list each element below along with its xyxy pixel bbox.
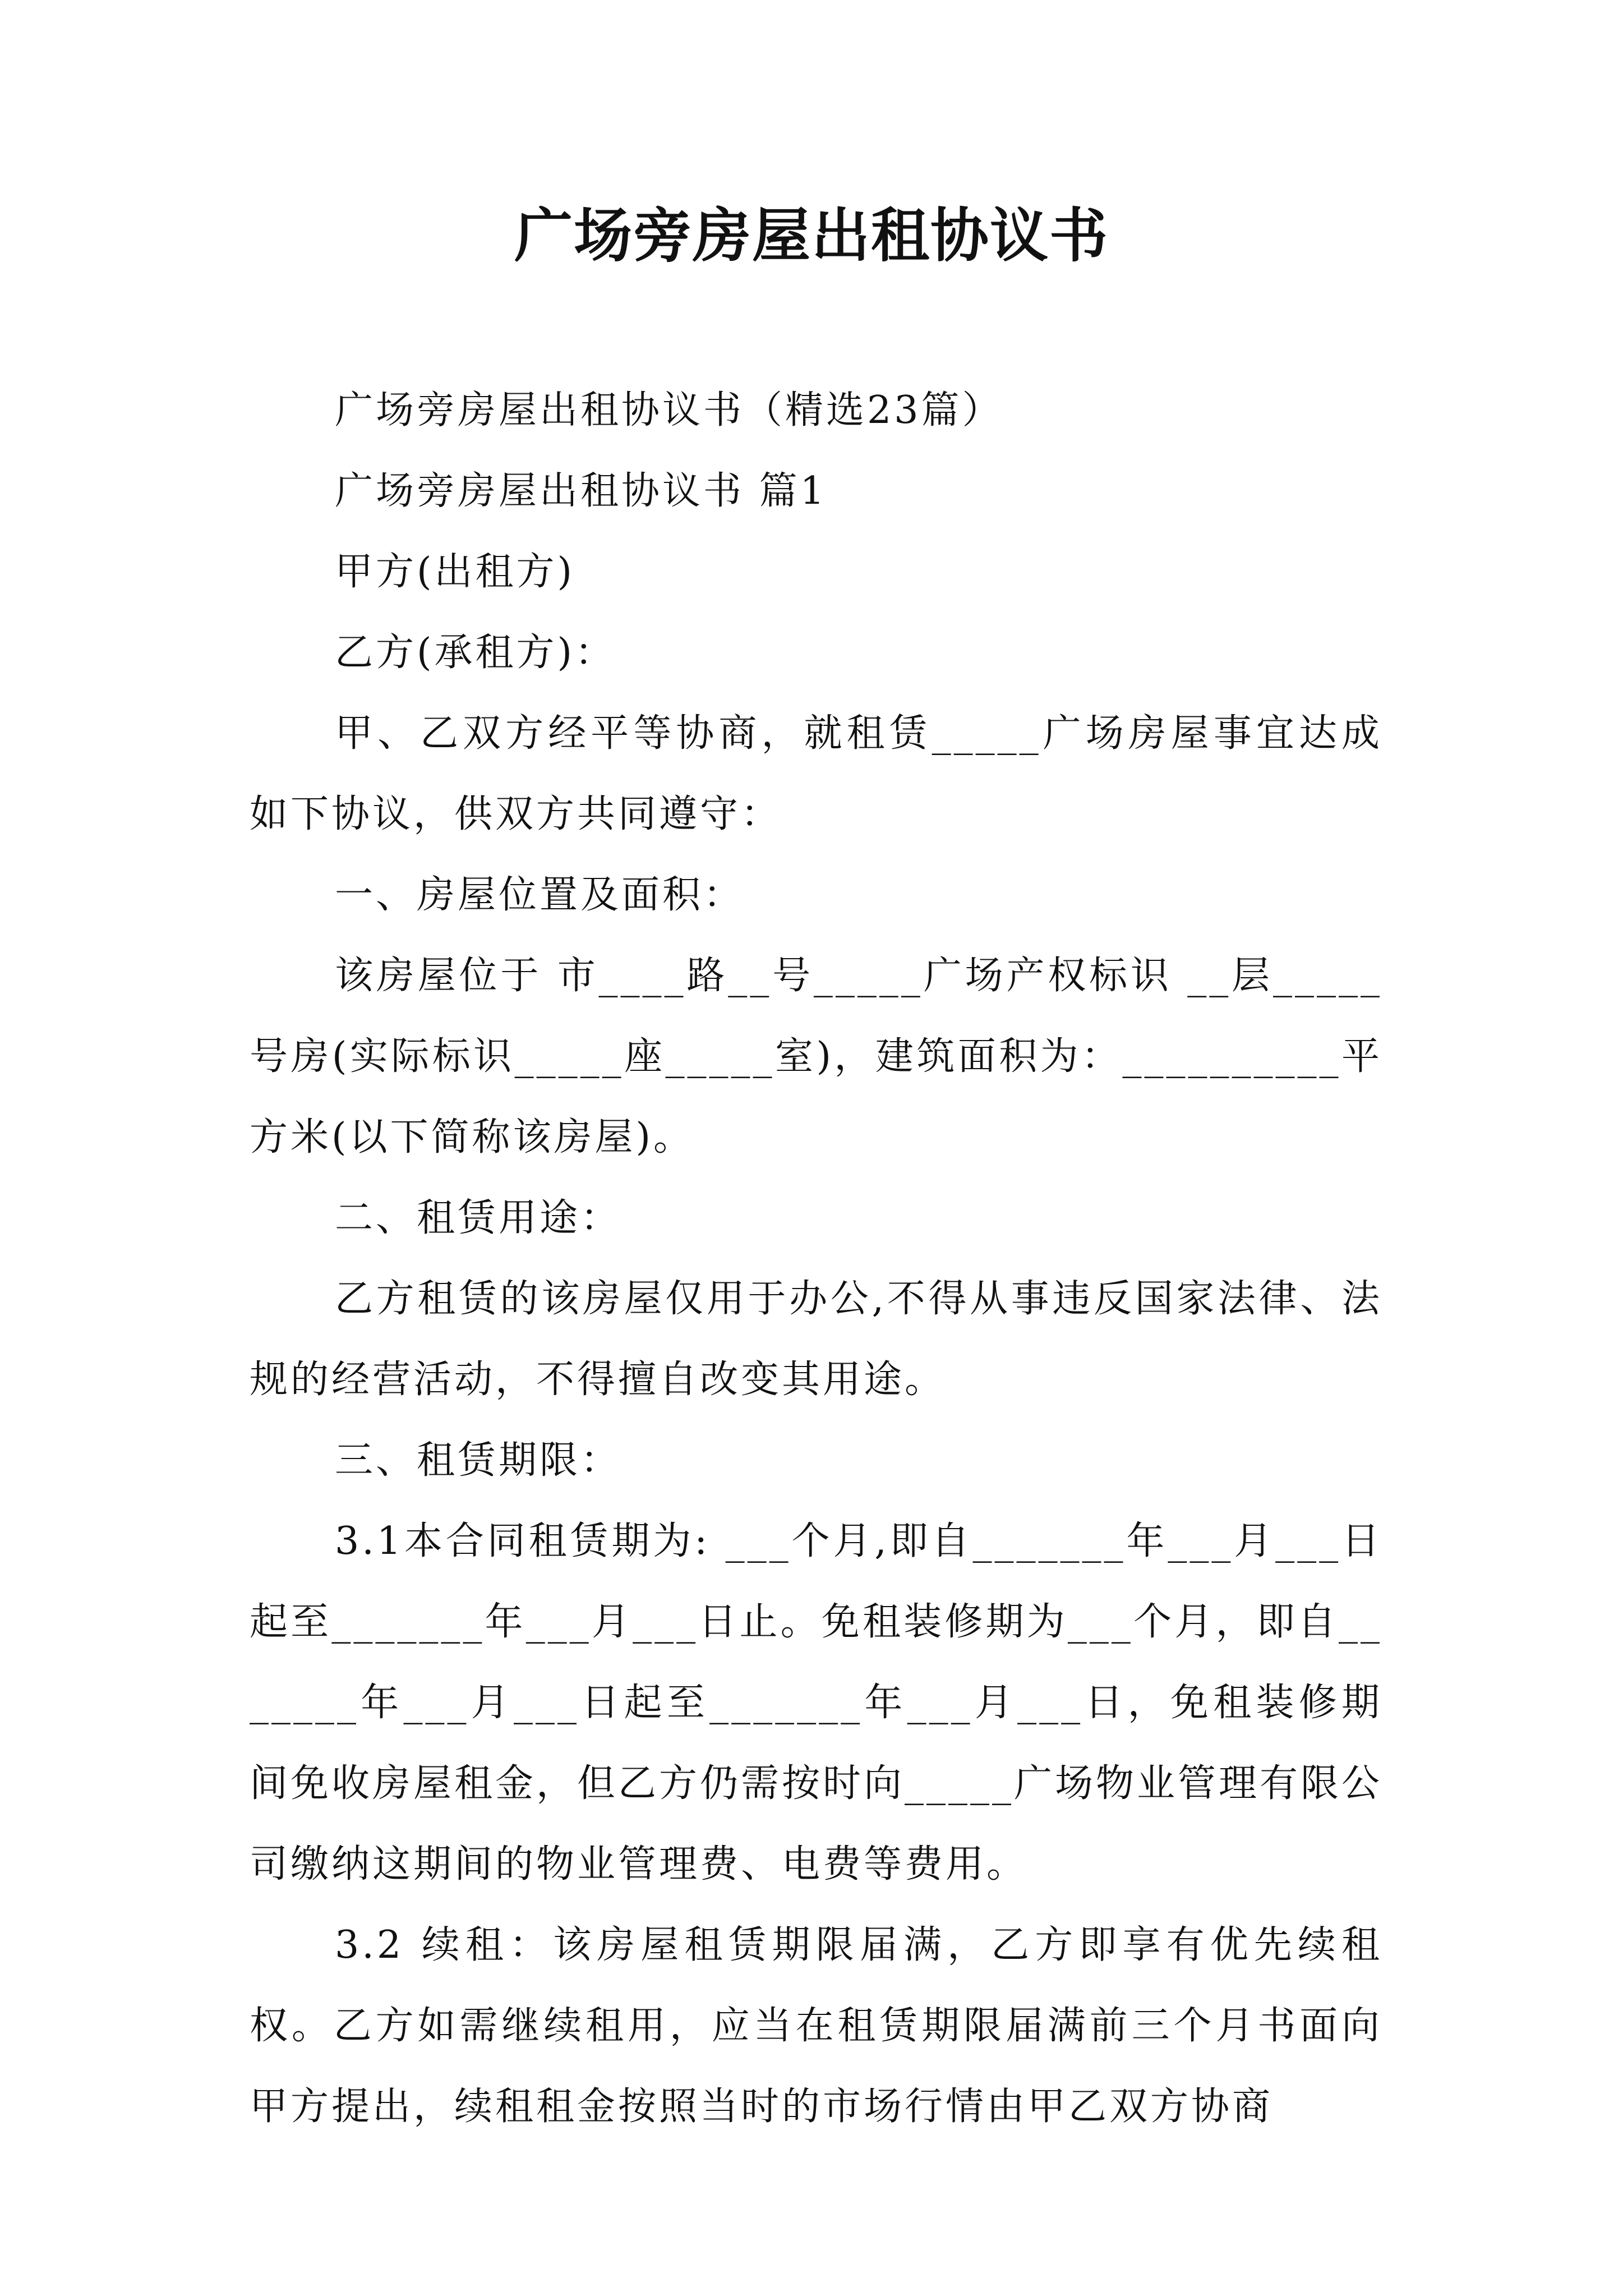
agreement-intro-paragraph: 甲、乙双方经平等协商，就租赁_____广场房屋事宜达成如下协议，供双方共同遵守：	[250, 711, 1382, 836]
clause-heading-term: 三、租赁期限：	[335, 1438, 622, 1483]
clause-heading-location: 一、房屋位置及面积：	[335, 873, 745, 917]
renewal-paragraph: 3.2 续租：该房屋租赁期限届满，乙方即享有优先续租权。乙方如需继续租用，应当在租赁期限届满前三个月书面向甲方提出，续租租金按照当时的市场行情由甲乙双方协商	[250, 1923, 1382, 2129]
location-paragraph: 该房屋位于 市____路__号_____广场产权标识 __层_____号房(实际标识_____座_____室)，建筑面积为：__________平方米(以下简称该房屋)。	[250, 954, 1382, 1159]
usage-paragraph: 乙方租赁的该房屋仅用于办公,不得从事违反国家法律、法规的经营活动，不得擅自改变其用途。	[250, 1277, 1382, 1402]
party-a-line: 甲方(出租方)	[335, 550, 575, 594]
section-heading: 广场旁房屋出租协议书 篇1	[335, 469, 827, 513]
document-title: 广场旁房屋出租协议书	[514, 201, 1109, 270]
party-b-line: 乙方(承租方)：	[335, 631, 616, 675]
document-body	[250, 370, 1382, 2147]
subtitle-paragraph: 广场旁房屋出租协议书（精选23篇）	[335, 388, 1003, 432]
clause-heading-usage: 二、租赁用途：	[335, 1196, 622, 1240]
term-paragraph: 3.1本合同租赁期为: ___个月,即自_______年___月___日起至_______年___月___日止。免租装修期为___个月，即自_______年___月___日起至_______年___月___日，免租装修期间免收房屋租金，但乙方仍需按时向_____广场物业管理有限公司缴纳这期间的物业管理费、电费等费用。	[250, 1519, 1383, 1887]
